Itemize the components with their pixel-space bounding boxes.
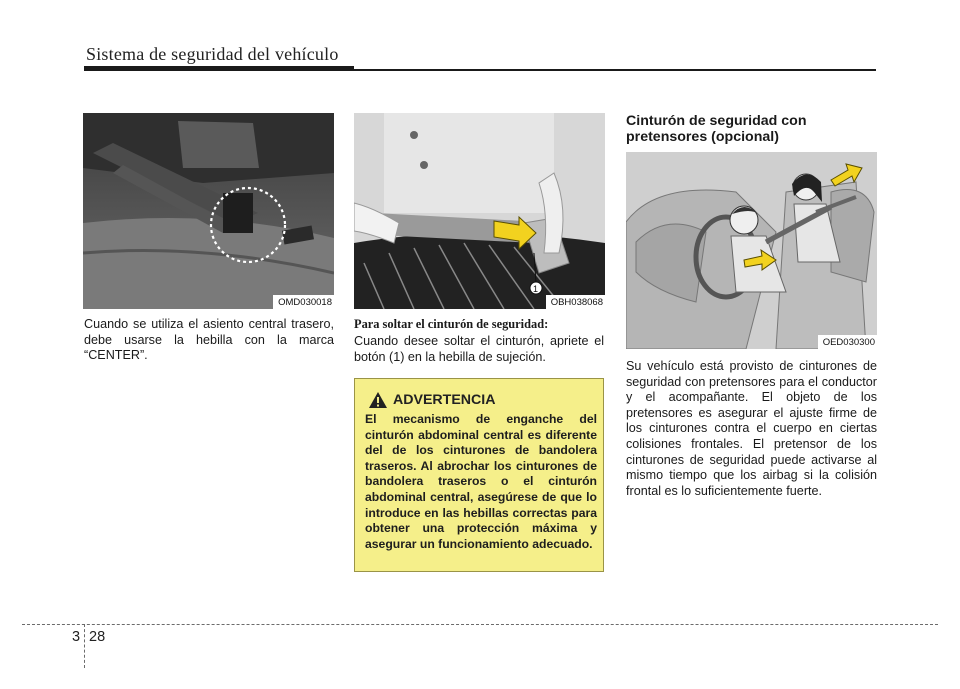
header-rule-thin [354,69,876,71]
header-rule-thick [84,66,354,71]
image-code-label: OMD030018 [273,295,334,309]
pretensioner-paragraph: Su vehículo está provisto de cinturones de seguridad con pretensores para el conductor y el acompañante. El objeto de los pretensores es asegurar el ajuste firme de los cinturones contra el cuerpo en ciertas colisiones frontales. El pretensor de los cinturones de seguridad puede activarse al mismo tiempo que los airbag si la colisión frontal es lo suficientemente fuerte. [626,359,877,498]
page-header-title: Sistema de seguridad del vehículo [86,44,339,64]
image-code-label: OED030300 [818,335,877,349]
warning-title: ADVERTENCIA [393,392,496,408]
callout-number: 1 [533,284,539,294]
footer-dashed-divider [84,624,85,668]
rear-seat-buckle-photo [83,113,334,309]
pretensioner-illustration [626,152,877,349]
section-number: 3 [72,629,81,645]
warning-triangle-icon [368,391,388,409]
warning-box [354,378,604,572]
footer-dashed-rule [22,624,938,625]
center-buckle-paragraph: Cuando se utiliza el asiento central trasero, debe usarse la hebilla con la marca “CENTER”. [84,317,334,363]
image-code-label: OBH038068 [546,295,605,309]
release-belt-photo [354,113,605,309]
page-number: 28 [89,629,106,645]
pretensioner-heading: Cinturón de seguridad con pretensores (opcional) [626,113,807,145]
release-belt-subheading: Para soltar el cinturón de seguridad: [354,317,549,331]
release-belt-paragraph: Cuando desee soltar el cinturón, apriete el botón (1) en la hebilla de sujeción. [354,334,604,364]
warning-text: El mecanismo de enganche del cinturón abdominal central es diferente del de los cinturones de bandolera traseros. Al abrochar los cinturones de bandolera traseros o el cinturón abdominal central, asegúrese de que lo introduce en las hebillas correctas para obtener una protección máxima y asegurar un funcionamiento adecuado. [365,412,597,551]
